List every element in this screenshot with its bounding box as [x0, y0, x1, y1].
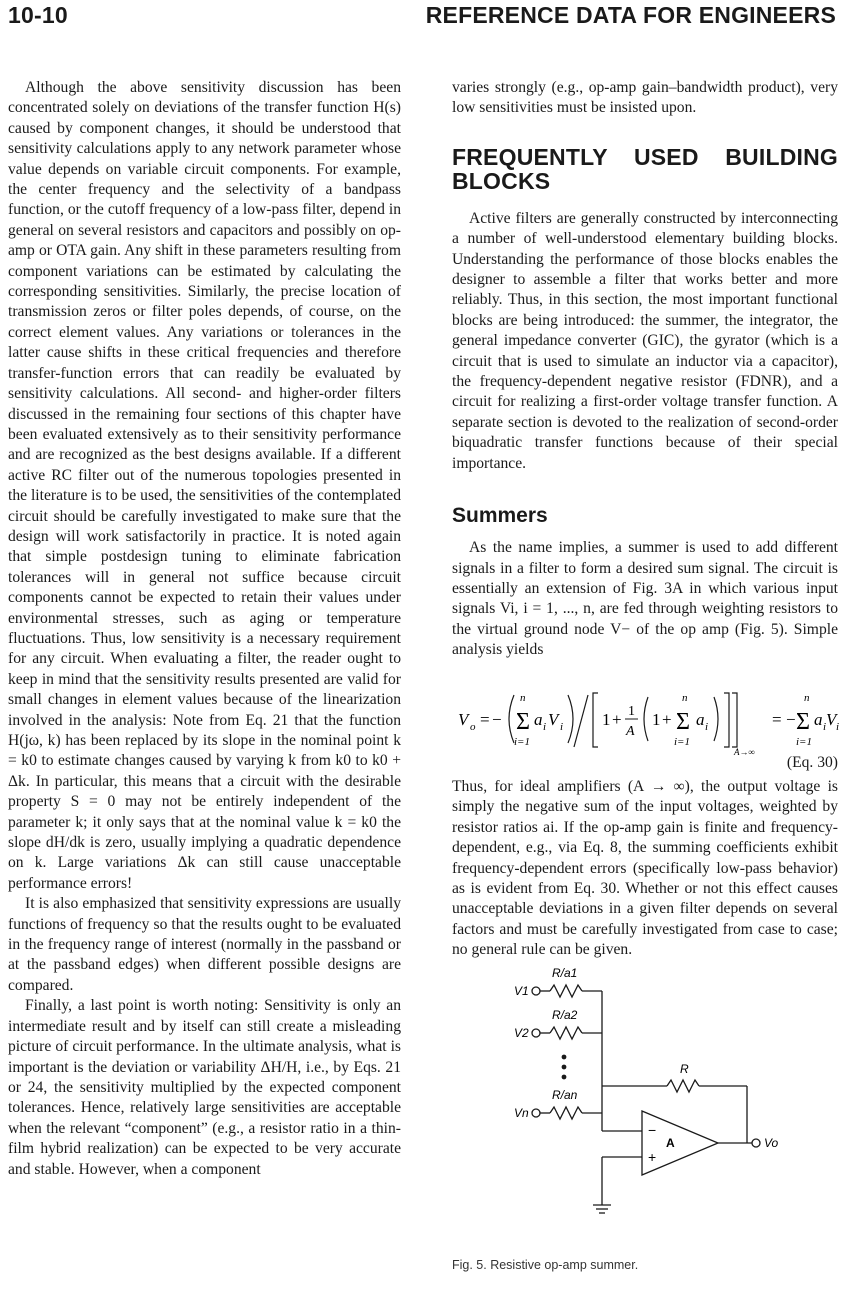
svg-text:i: i — [836, 720, 840, 733]
eq-lhs-sub: o — [470, 720, 476, 733]
figure-5 — [452, 961, 838, 1291]
svg-text:−: − — [786, 709, 796, 729]
label-minus: − — [648, 1121, 657, 1138]
svg-text:=: = — [480, 709, 490, 729]
eq-limit: A→∞ — [734, 746, 755, 757]
eq-sum-upper: n — [520, 691, 526, 704]
figure-caption: Fig. 5. Resistive op-amp summer. — [452, 1258, 639, 1272]
svg-text:i=1: i=1 — [796, 735, 812, 748]
page-header — [8, 2, 836, 36]
svg-text:−: − — [492, 709, 502, 729]
svg-text:1: 1 — [628, 703, 635, 719]
label-r1: R/a1 — [552, 965, 578, 980]
svg-text:Σ: Σ — [796, 708, 810, 735]
svg-text:i=1: i=1 — [674, 735, 690, 748]
label-v2: V2 — [514, 1025, 529, 1040]
sum-icon: Σ — [516, 708, 530, 735]
svg-text:A: A — [626, 723, 635, 739]
subsection-heading: Summers — [452, 504, 548, 528]
label-r2: R/a2 — [552, 1007, 578, 1022]
label-vn: Vn — [514, 1105, 529, 1120]
eq-term: a — [534, 709, 543, 729]
eq-lhs: V — [458, 709, 469, 729]
svg-text:i: i — [705, 720, 709, 733]
svg-text:n: n — [682, 691, 688, 704]
equation-number: (Eq. 30) — [786, 753, 838, 771]
svg-text:i: i — [543, 720, 547, 733]
label-v1: V1 — [514, 983, 529, 998]
svg-text:+: + — [662, 709, 672, 729]
label-rf: R — [680, 1061, 689, 1076]
body-paragraph: Although the above sensitivity discussion has been concentrated solely on deviations of the transfer function H(s) caused by component changes, it should be understood that sensitivity calculations apply to any network parameter whose value depends on variable circuit components. For example, the center frequency and the selectivity of a bandpass function, or the cutoff frequency of a low-pass filter, depend in general on several resistors and capacitors and possibly on op-amp or OTA gain. Any shift in these parameters resulting from component variations can be estimated by calculating the corresponding sensitivities. Similarly, the precise location of transmission zeros or filter poles depends, of course, on the correct element values. Any variations or tolerances in the latter cause shifts in these critical frequencies and therefore transfer-function errors that can readily be evaluated by sensitivity calculations. All second- and higher-order filters discussed in the remaining four sections of this chapter have been evaluated extensively as to their sensitivity performance and are recognized as the best designs available. If a different active RC filter out of the numerous topologies presented in the literature is to be used, the sensitivities of the contemplated circuit should be carefully investigated to make sure that the design will work satisfactorily in practice. It is noted again that simple postdesign tuning to eliminate fabrication tolerances will in general not suffice because circuit components cannot be expected to retain their values under environmental stresses, such as aging or temperature fluctuations. Thus, low sensitivity is a necessary requirement for any circuit. When evaluating a filter, the reader ought to keep in mind that the sensitivity results presented are valid for small changes in element values because of the linearization involved in the analysis: Note from Eq. 21 that the function H(jω, k) has been replaced by its slope in the nominal point k = k0 to estimate changes caused by varying k from k0 to k0 + Δk. In particular, this means that a circuit with the desirable property S = 0 may not be entirely independent of the parameter k; it only says that at the nominal value k = k0 the slope dH/dk is zero, usually implying a quadratic dependence on k. Large variations Δk can still cause unacceptable performance errors! — [8, 79, 401, 892]
svg-text:1: 1 — [652, 709, 661, 729]
continued-paragraph: varies strongly (e.g., op-amp gain–bandwidth product), very low sensitivities must be insisted upon. — [452, 79, 838, 117]
equation-30 — [452, 669, 838, 761]
right-column — [452, 78, 838, 1291]
eq-term2: V — [548, 709, 559, 729]
svg-text:Σ: Σ — [676, 708, 690, 735]
section-paragraph: Active filters are generally constructed by interconnecting a number of well-understood elementary building blocks. Understanding the performance of those blocks enables the designer to assemble a filter that works better and more reliably. Thus, in this section, the most important functional blocks are being introduced: the summer, the integrator, the general impedance converter (GIC), the gyrator (which is a circuit that is used to simulate an inductor via a capacitor), the frequency-dependent negative resistor (FDNR), and a circuit for realizing a first-order voltage transfer function. A separate section is devoted to the realization of second-order biquadratic transfer functions because of their special importance. — [452, 209, 838, 472]
svg-text:i: i — [823, 720, 827, 733]
body-paragraph: It is also emphasized that sensitivity expressions are usually functions of frequency so that the results ought to be evaluated in the frequency range of interest (normally in the passband or at the passband edges) when different possible designs are compared. — [8, 895, 401, 994]
left-column — [8, 78, 401, 1180]
label-rn: R/an — [552, 1087, 578, 1102]
svg-text:i: i — [560, 720, 564, 733]
svg-text:1: 1 — [602, 709, 611, 729]
eq-sum-lower: i=1 — [514, 735, 530, 748]
running-title: REFERENCE DATA FOR ENGINEERS — [425, 2, 836, 28]
label-vo: Vo — [764, 1135, 779, 1150]
body-paragraph: Finally, a last point is worth noting: Sensitivity is only an intermediate result and by itself can still create a misleading picture of circuit performance. In the ultimate analysis, what is important is the deviation or variability ΔH/H, i.e., by Eqs. 21 or 24, the sensitivity multiplied by the expected component tolerances. Hence, relatively large sensitivities are acceptable when the relevant “component” (e.g., a resistor ratio in a thin-film hybrid realization) can be expected to be very accurate and stable. However, when a component — [8, 997, 401, 1178]
svg-text:n: n — [804, 691, 810, 704]
svg-text:V: V — [826, 709, 837, 729]
label-plus: + — [648, 1148, 657, 1165]
label-amp: A — [666, 1135, 675, 1150]
svg-text:=: = — [772, 709, 782, 729]
svg-text:a: a — [814, 709, 823, 729]
page-number: 10-10 — [8, 2, 68, 28]
section-heading: FREQUENTLY USED BUILDING BLOCKS — [452, 143, 838, 194]
after-equation-paragraph: Thus, for ideal amplifiers (A → ∞), the output voltage is simply the negative sum of the input voltages, weighted by resistor ratios ai. If the op-amp gain is finite and frequency-dependent, e.g., via Eq. 8, the summing coefficients exhibit frequency-dependent errors (specifically low-pass behavior) as is evident from Eq. 30. Whether or not this effect causes unacceptable deviations in a given filter depends on several factors and must be carefully investigated from case to case; no general rule can be given. — [452, 777, 838, 959]
summers-paragraph: As the name implies, a summer is used to add different signals in a filter to form a desired sum signal. The circuit is essentially an extension of Fig. 3A in which various input signals Vi, i = 1, ..., n, are fed through weighting resistors to the virtual ground node V− of the op amp (Fig. 5). Simple analysis yields — [452, 539, 838, 659]
svg-text:+: + — [612, 709, 622, 729]
svg-text:a: a — [696, 709, 705, 729]
